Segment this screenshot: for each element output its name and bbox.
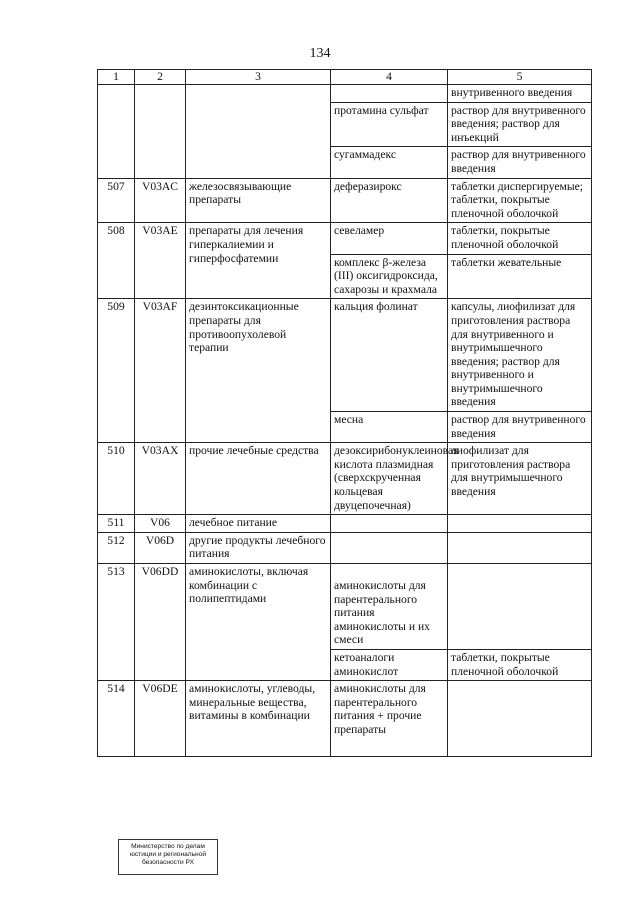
header-col-5: 5 [448, 70, 592, 85]
row-number: 510 [98, 443, 135, 515]
atc-code [135, 85, 186, 179]
dosage-form [448, 532, 592, 563]
drug-name [331, 85, 448, 103]
drug-name [331, 532, 448, 563]
dosage-form: таблетки, покрытые пленочной оболочкой [448, 649, 592, 680]
dosage-form: таблетки жевательные [448, 254, 592, 299]
page-number: 134 [309, 46, 331, 61]
group-name: железосвязывающие препараты [186, 178, 331, 223]
header-col-4: 4 [331, 70, 448, 85]
table-row [98, 178, 592, 223]
table-row [98, 443, 592, 515]
row-number: 513 [98, 564, 135, 681]
drug-name: севеламер [331, 223, 448, 254]
dosage-form: раствор для внутривенного введения [448, 412, 592, 443]
header-col-2: 2 [135, 70, 186, 85]
row-number: 511 [98, 515, 135, 533]
row-number [98, 85, 135, 179]
dosage-form: капсулы, лиофилизат для приготовления раствора для внутривенного и внутримышечного введения; раствор для внутривенного и внутримышечного введения [448, 299, 592, 412]
atc-code: V03AX [135, 443, 186, 515]
group-name: аминокислоты, углеводы, минеральные вещества, витамины в комбинации [186, 681, 331, 757]
table-row [98, 532, 592, 563]
drug-name: комплекс β-железа (III) оксигидроксида, сахарозы и крахмала [331, 254, 448, 299]
drug-name: месна [331, 412, 448, 443]
drug-name: кальция фолинат [331, 299, 448, 412]
atc-code: V06 [135, 515, 186, 533]
table-row [98, 85, 592, 103]
group-name: прочие лечебные средства [186, 443, 331, 515]
atc-code: V03AF [135, 299, 186, 443]
row-number: 514 [98, 681, 135, 757]
drug-name: аминокислоты для парентерального питания + прочие препараты [331, 681, 448, 757]
row-number: 509 [98, 299, 135, 443]
group-name: лечебное питание [186, 515, 331, 533]
ministry-stamp [118, 839, 218, 875]
dosage-form: раствор для внутривенного введения; раствор для инъекций [448, 102, 592, 147]
dosage-form: лиофилизат для приготовления раствора для внутримышечного введения [448, 443, 592, 515]
row-number: 512 [98, 532, 135, 563]
dosage-form [448, 515, 592, 533]
drug-name [331, 515, 448, 533]
table-row [98, 564, 592, 650]
drug-name: протамина сульфат [331, 102, 448, 147]
atc-code: V03AC [135, 178, 186, 223]
table-row [98, 681, 592, 757]
drug-name: аминокислоты для парентерального питания аминокислоты и их смеси [331, 564, 448, 650]
drug-name: деферазирокс [331, 178, 448, 223]
dosage-form [448, 564, 592, 650]
atc-code: V06DE [135, 681, 186, 757]
drug-name: дезоксирибонуклеиновая кислота плазмидная (сверхскрученная кольцевая двуцепочечная) [331, 443, 448, 515]
atc-code: V06DD [135, 564, 186, 681]
drug-name: кетоаналоги аминокислот [331, 649, 448, 680]
stamp-line: Министерство по делам [131, 843, 205, 850]
header-col-1: 1 [98, 70, 135, 85]
table-row [98, 515, 592, 533]
table-row [98, 223, 592, 254]
atc-code: V06D [135, 532, 186, 563]
group-name: дезинтоксикационные препараты для противоопухолевой терапии [186, 299, 331, 443]
group-name: аминокислоты, включая комбинации с полипептидами [186, 564, 331, 681]
dosage-form: раствор для внутривенного введения [448, 147, 592, 178]
row-number: 507 [98, 178, 135, 223]
row-number: 508 [98, 223, 135, 299]
group-name: другие продукты лечебного питания [186, 532, 331, 563]
dosage-form: таблетки, покрытые пленочной оболочкой [448, 223, 592, 254]
dosage-form: таблетки диспергируемые; таблетки, покрытые пленочной оболочкой [448, 178, 592, 223]
drug-name: сугаммадекс [331, 147, 448, 178]
drug-table [97, 69, 592, 757]
dosage-form [448, 681, 592, 757]
table-row [98, 299, 592, 412]
dosage-form: внутривенного введения [448, 85, 592, 103]
header-row [98, 70, 592, 85]
group-name: препараты для лечения гиперкалиемии и гиперфосфатемии [186, 223, 331, 299]
atc-code: V03AE [135, 223, 186, 299]
group-name [186, 85, 331, 179]
stamp-line: юстиции и региональной [129, 851, 207, 858]
stamp-line: безопасности РХ [141, 859, 194, 866]
header-col-3: 3 [186, 70, 331, 85]
